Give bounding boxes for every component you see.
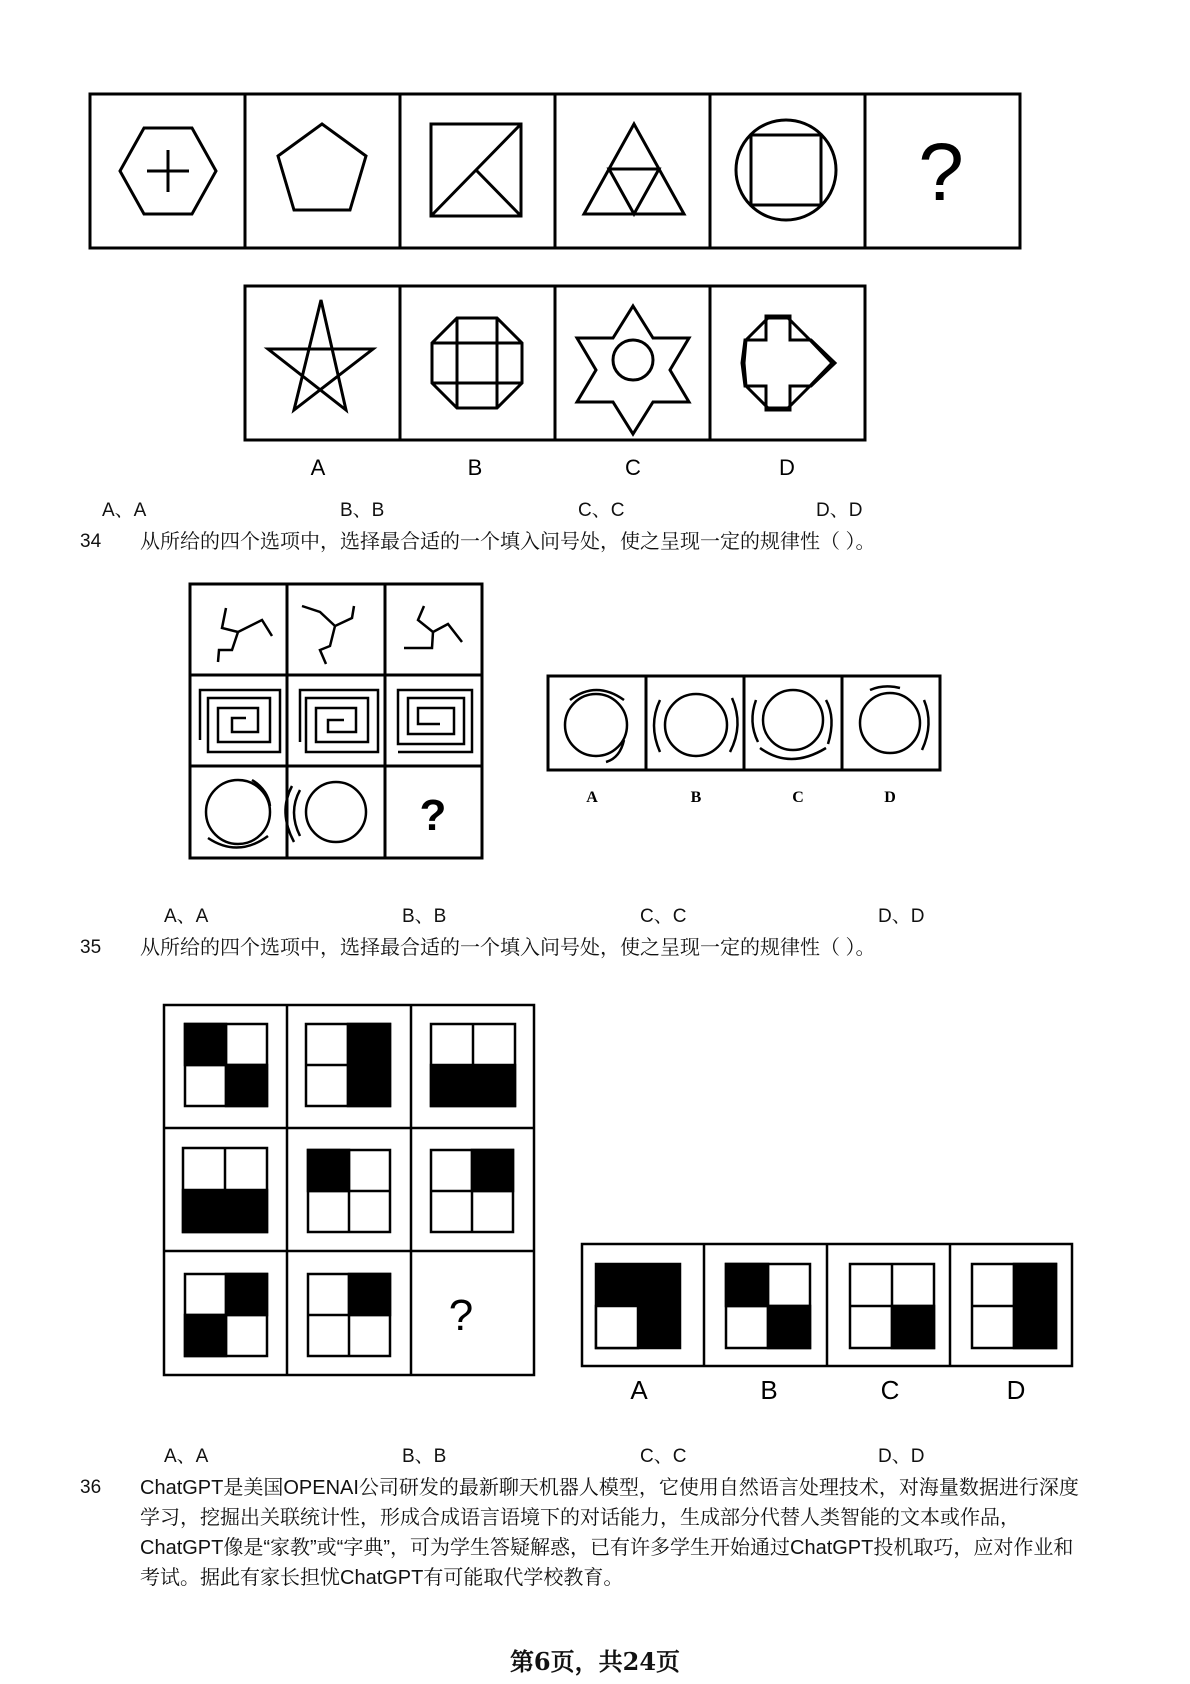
- q35-option-label-b: B: [760, 1375, 778, 1405]
- q35-question-text: 从所给的四个选项中，选择最合适的一个填入问号处，使之呈现一定的规律性（ ）。: [140, 937, 876, 959]
- q33-option-label-b: B: [467, 455, 483, 480]
- q33-option-label-a: A: [310, 455, 326, 480]
- q33-choice-d[interactable]: D、D: [816, 500, 863, 521]
- q33-option-label-c: C: [625, 455, 641, 480]
- q34-question-text: 从所给的四个选项中，选择最合适的一个填入问号处，使之呈现一定的规律性（ ）。: [140, 531, 876, 553]
- q35-choice-a[interactable]: A、A: [164, 1446, 209, 1467]
- q35-option-label-c: C: [880, 1375, 900, 1405]
- q35-option-label-d: D: [1006, 1375, 1026, 1405]
- q33-choice-c[interactable]: C、C: [578, 500, 625, 521]
- q35-option-label-a: A: [630, 1375, 648, 1405]
- q35-number: 35: [80, 937, 102, 958]
- q33-choice-b[interactable]: B、B: [340, 500, 385, 521]
- q34-choice-b[interactable]: B、B: [402, 906, 447, 927]
- q34-number: 34: [80, 531, 102, 552]
- q36-number: 36: [80, 1477, 102, 1498]
- q34-choice-a[interactable]: A、A: [164, 906, 209, 927]
- q35-choice-b[interactable]: B、B: [402, 1446, 447, 1467]
- q34-choice-d[interactable]: D、D: [878, 906, 925, 927]
- q35-question-mark: ?: [448, 1291, 474, 1340]
- q33-choice-a[interactable]: A、A: [102, 500, 147, 521]
- q34-option-label-b: B: [690, 789, 702, 806]
- q34-question-mark: ?: [419, 791, 447, 840]
- q36-paragraph: ChatGPT是美国OPENAI公司研发的最新聊天机器人模型，它使用自然语言处理技术，对海量数据进行深度学习，挖掘出关联统计性，形成合成语言语境下的对话能力，生成部分代替人类智能的文本或作品，ChatGPT像是“家教”或“字典”，可为学生答疑解惑，已有许多学生开始通过ChatGPT投机取巧，应对作业和考试。据此有家长担忧ChatGPT有可能取代学校教育。: [140, 1477, 1079, 1589]
- q35-choice-d[interactable]: D、D: [878, 1446, 925, 1467]
- q33-question-mark: ?: [918, 127, 964, 218]
- q34-option-label-a: A: [586, 789, 598, 806]
- q34-choice-c[interactable]: C、C: [640, 906, 687, 927]
- q35-choice-c[interactable]: C、C: [640, 1446, 687, 1467]
- q33-option-label-d: D: [779, 455, 795, 480]
- q34-option-label-c: C: [792, 789, 804, 806]
- page-footer: 第6页，共24页: [509, 1647, 681, 1676]
- q34-option-label-d: D: [884, 789, 896, 806]
